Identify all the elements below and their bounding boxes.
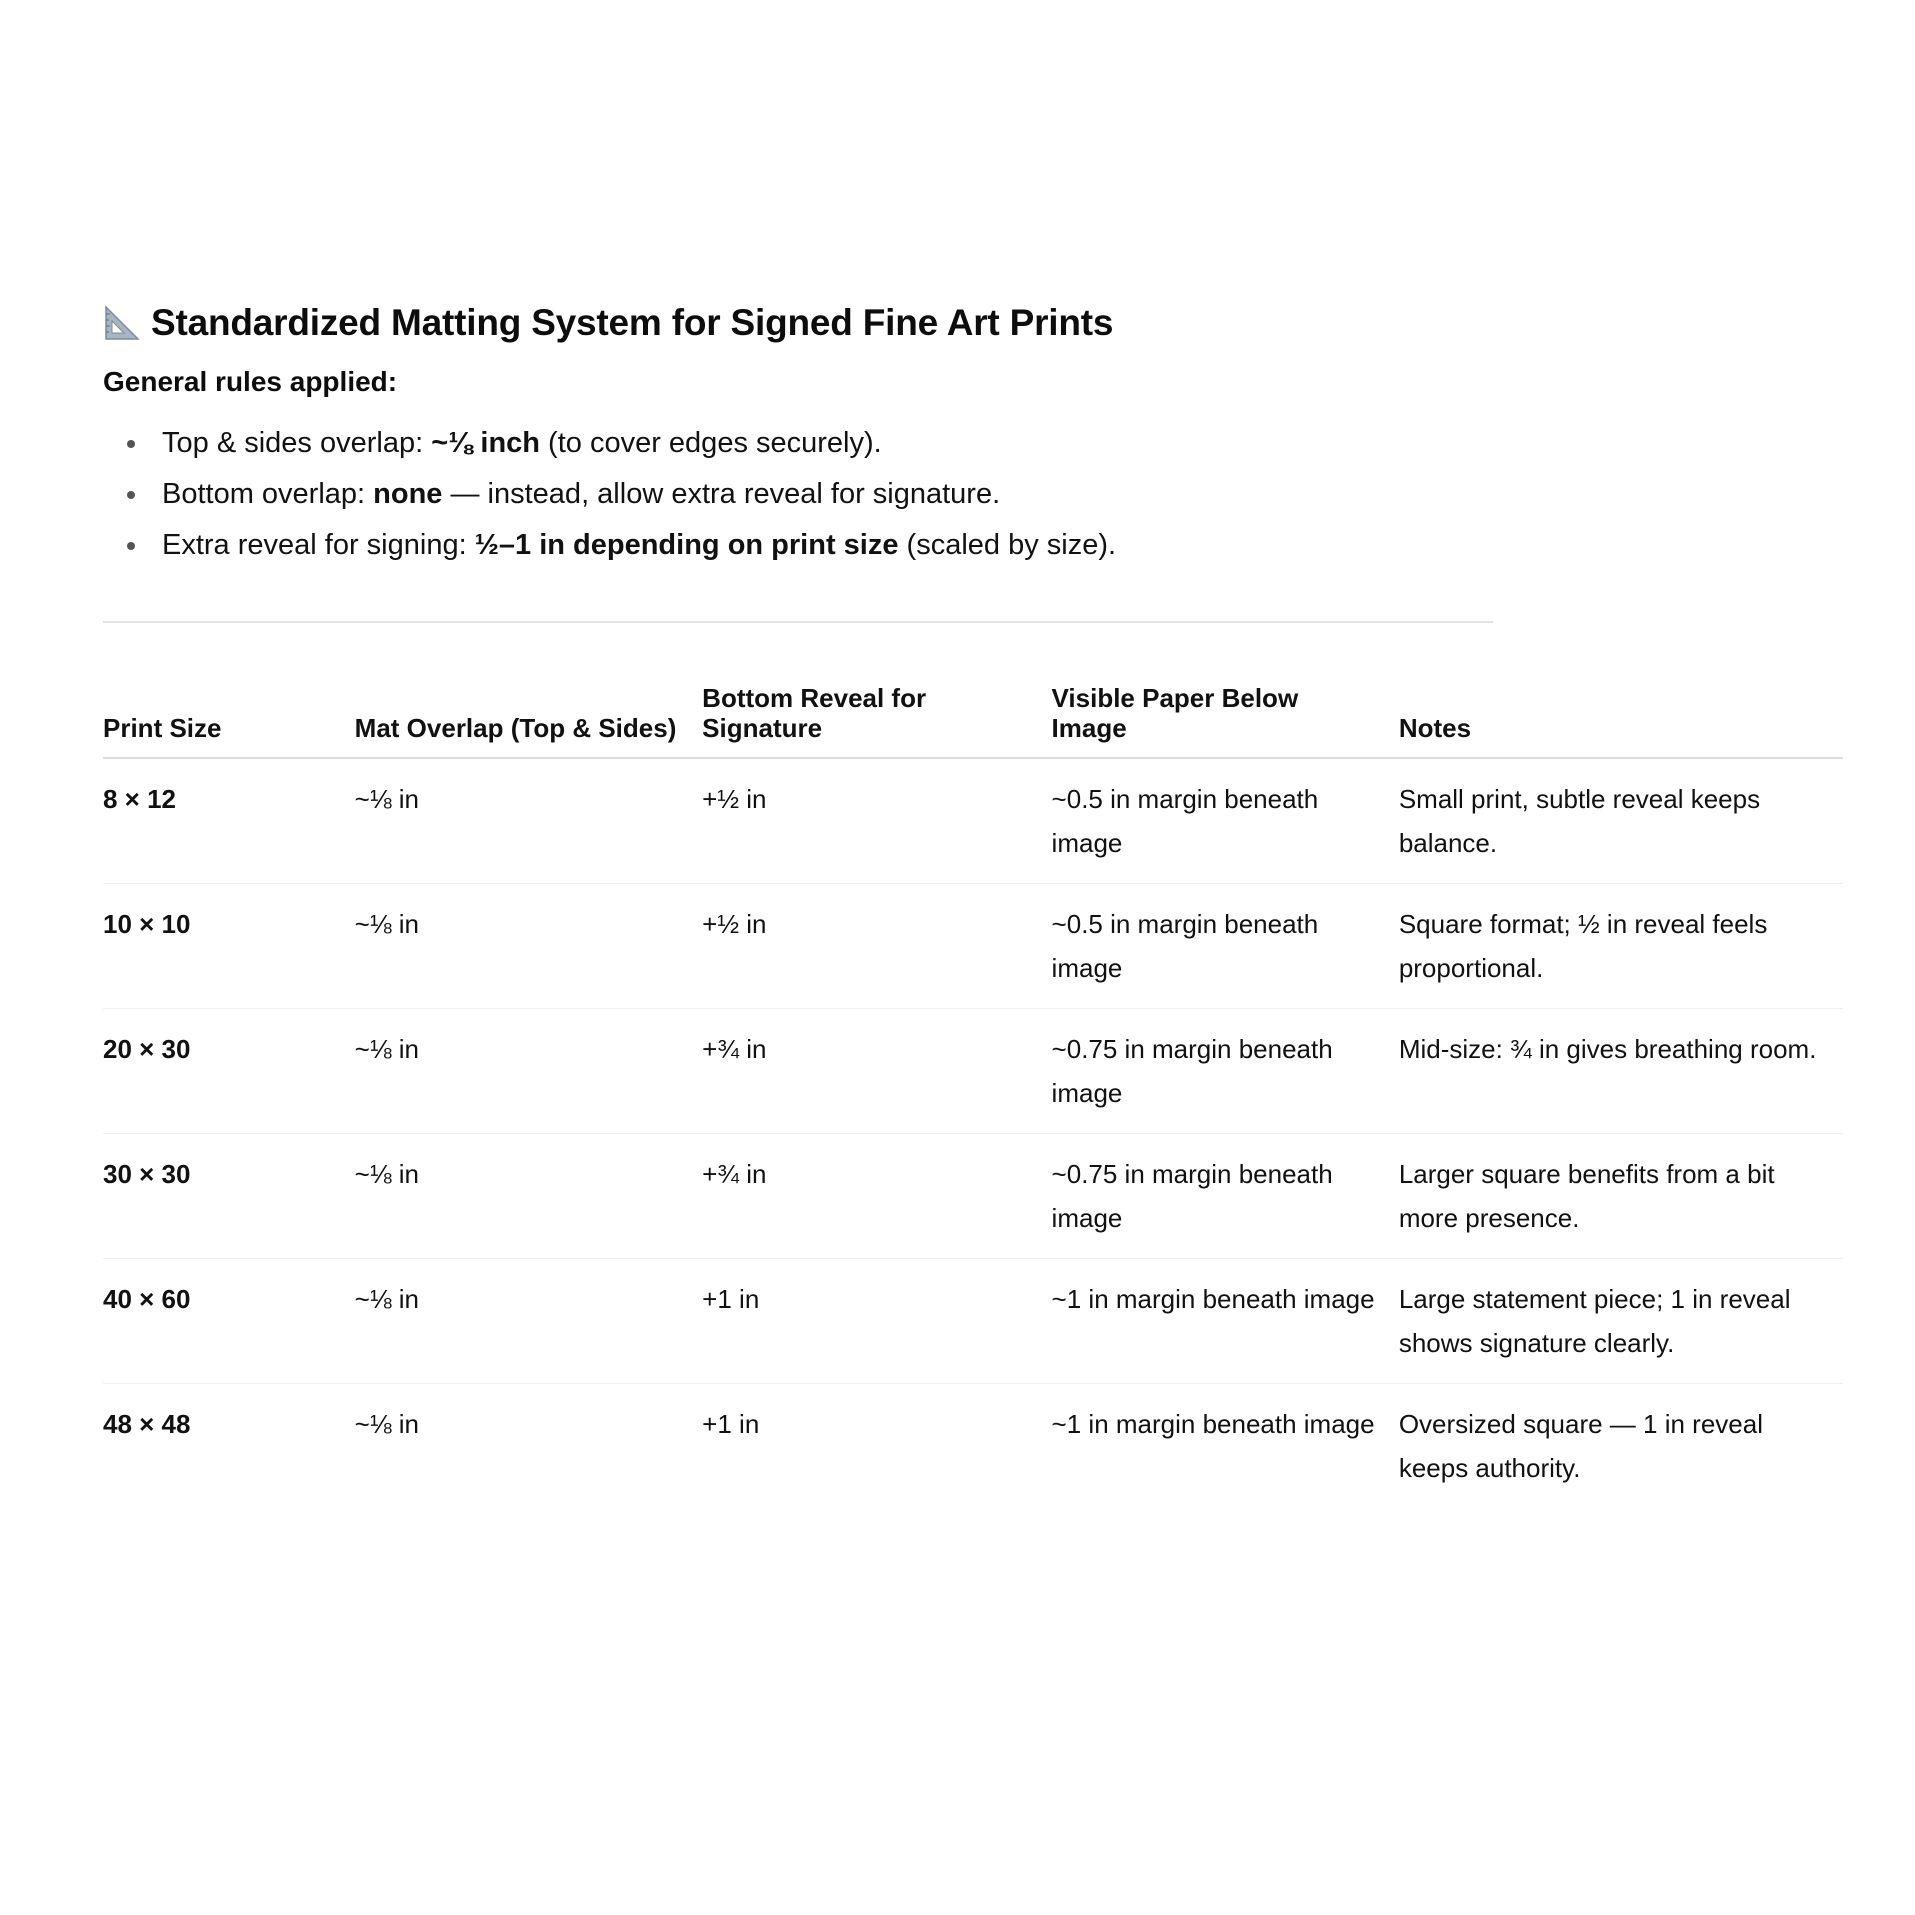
rule-item — [103, 418, 1853, 469]
cell-notes: Oversized square — 1 in reveal keeps authority. — [1398, 1409, 1763, 1483]
cell-mat-overlap: ~⅛ in — [355, 1259, 703, 1384]
cell-mat-overlap: ~⅛ in — [355, 1134, 703, 1259]
bullet-icon — [127, 440, 135, 448]
cell-print-size: 8 × 12 — [103, 758, 355, 884]
bullet-icon — [127, 491, 135, 499]
cell-bottom-reveal: +¾ in — [702, 1009, 1051, 1134]
matting-table — [103, 683, 1843, 1508]
cell-mat-overlap: ~⅛ in — [355, 884, 703, 1009]
cell-print-size: 10 × 10 — [103, 884, 355, 1009]
page-title: Standardized Matting System for Signed Fine Art Prints — [151, 302, 1114, 343]
rules-heading: General rules applied: — [103, 366, 398, 397]
cell-visible-paper: ~1 in margin beneath image — [1051, 1409, 1375, 1439]
table-row — [103, 1009, 1843, 1134]
cell-visible-paper: ~0.5 in margin beneath image — [1052, 884, 1399, 1009]
rule-emphasis: ~⅛ inch — [431, 427, 540, 459]
cell-visible-paper: ~0.75 in margin beneath image — [1052, 1134, 1399, 1259]
rule-item — [103, 469, 1853, 520]
rule-item — [103, 520, 1853, 571]
column-header-bottom-reveal: Bottom Reveal for Signature — [702, 683, 1051, 758]
cell-bottom-reveal: +1 in — [702, 1259, 1051, 1384]
cell-notes: Square format; ½ in reveal feels proportional. — [1399, 884, 1843, 1009]
table-row — [103, 758, 1843, 884]
cell-print-size: 20 × 30 — [103, 1009, 355, 1134]
column-header-notes: Notes — [1399, 683, 1843, 758]
rule-emphasis: none — [373, 478, 443, 510]
cell-notes: Mid-size: ¾ in gives breathing room. — [1399, 1009, 1843, 1134]
cell-bottom-reveal: +¾ in — [702, 1134, 1051, 1259]
cell-print-size: 30 × 30 — [103, 1134, 355, 1259]
rule-suffix: (scaled by size). — [898, 529, 1117, 561]
column-header-print-size: Print Size — [103, 683, 355, 758]
cell-visible-paper: ~0.75 in margin beneath image — [1052, 1009, 1399, 1134]
rule-emphasis: ½–1 in depending on print size — [474, 529, 899, 561]
column-header-visible-paper: Visible Paper Below Image — [1052, 683, 1399, 758]
rule-prefix: Extra reveal for signing: — [162, 529, 475, 561]
cell-mat-overlap: ~⅛ in — [355, 1009, 703, 1134]
rule-prefix: Bottom overlap: — [162, 478, 374, 510]
cell-mat-overlap: ~⅛ in — [354, 1409, 419, 1439]
column-header-mat-overlap: Mat Overlap (Top & Sides) — [355, 683, 703, 758]
cell-notes: Small print, subtle reveal keeps balance. — [1399, 758, 1843, 884]
table-header-row — [103, 683, 1843, 758]
cell-print-size: 40 × 60 — [103, 1259, 355, 1384]
cell-bottom-reveal: +½ in — [702, 758, 1051, 884]
cell-notes: Larger square benefits from a bit more presence. — [1399, 1134, 1843, 1259]
section-divider — [103, 621, 1493, 623]
cell-visible-paper: ~1 in margin beneath image — [1052, 1259, 1399, 1384]
table-row — [103, 1134, 1843, 1259]
table-row — [103, 1259, 1843, 1384]
bullet-icon — [127, 542, 135, 550]
cell-print-size: 48 × 48 — [103, 1409, 191, 1439]
cell-visible-paper: ~0.5 in margin beneath image — [1052, 758, 1399, 884]
cell-notes: Large statement piece; 1 in reveal shows signature clearly. — [1399, 1259, 1843, 1384]
rule-suffix: (to cover edges securely). — [540, 427, 882, 459]
cell-bottom-reveal: +1 in — [702, 1409, 760, 1439]
rules-list — [103, 418, 1853, 571]
title-row — [103, 298, 1853, 348]
rule-suffix: — instead, allow extra reveal for signature. — [442, 478, 1001, 510]
triangular-ruler-icon — [103, 304, 141, 342]
rule-prefix: Top & sides overlap: — [162, 427, 432, 459]
document-content — [103, 298, 1853, 1508]
cell-bottom-reveal: +½ in — [702, 884, 1051, 1009]
cell-mat-overlap: ~⅛ in — [355, 758, 703, 884]
table-row — [103, 884, 1843, 1009]
table-row — [103, 1384, 1843, 1509]
